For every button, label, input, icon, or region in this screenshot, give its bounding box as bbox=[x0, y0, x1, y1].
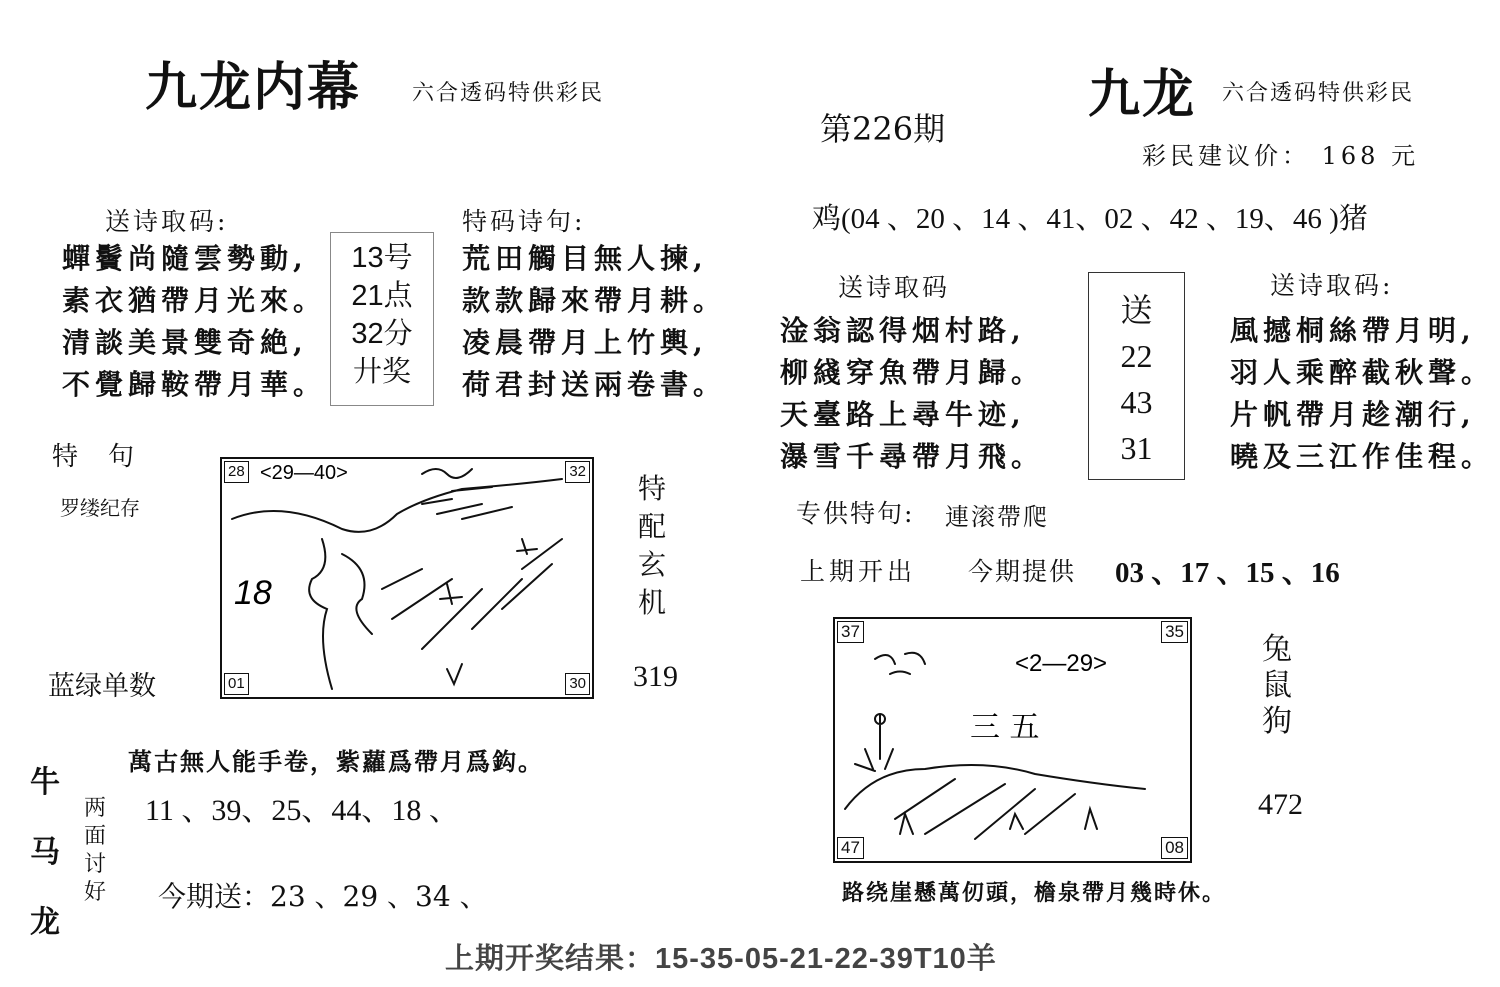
code-line: 送 bbox=[1120, 292, 1153, 328]
right-special-text: 連滚帶爬 bbox=[945, 503, 1049, 531]
issue-number: 第226期 bbox=[820, 110, 946, 148]
left-side-number: 319 bbox=[633, 660, 678, 693]
corner-number: 01 bbox=[224, 673, 249, 695]
right-poem-header: 送诗取码 bbox=[838, 273, 951, 302]
right-sketch bbox=[835, 619, 1190, 861]
code-line: 21点 bbox=[351, 280, 413, 312]
poem-line: 風撼桐絲帶月明, bbox=[1230, 314, 1476, 347]
vert-char: 两 bbox=[84, 796, 107, 821]
sketch-stroke bbox=[845, 765, 1145, 809]
left-send-line: 今期送：23 、29 、34 、 bbox=[158, 880, 488, 913]
right-special-label: 专供特句: bbox=[796, 499, 915, 528]
left-special-poem bbox=[462, 238, 726, 406]
poem-line: 蟬鬢尚隨雲勢動, bbox=[62, 242, 308, 275]
sketch-stroke bbox=[422, 469, 472, 478]
both-sides-vertical bbox=[84, 795, 106, 907]
right-poem-2 bbox=[1230, 310, 1494, 478]
offer-numbers: 03 、17 、15 、16 bbox=[1115, 557, 1340, 589]
poem-line: 荷君封送兩卷書。 bbox=[462, 368, 727, 401]
side-char: 鼠 bbox=[1262, 668, 1292, 703]
left-zodiac-vertical bbox=[30, 748, 60, 958]
poem-line: 款款歸來帶月耕。 bbox=[462, 284, 727, 317]
side-char: 兔 bbox=[1262, 632, 1292, 667]
side-char: 机 bbox=[638, 586, 667, 619]
zodiac-char: 牛 bbox=[30, 765, 60, 800]
right-side-number: 472 bbox=[1258, 788, 1303, 821]
corner-number: 47 bbox=[837, 837, 864, 859]
sketch-stroke bbox=[875, 653, 925, 674]
left-special-text: 罗缕纪存 bbox=[60, 496, 140, 520]
vert-char: 好 bbox=[84, 880, 107, 905]
corner-number: 08 bbox=[1161, 837, 1188, 859]
left-verse: 萬古無人能手卷，紫蘿爲帶月爲鈎。 bbox=[128, 747, 544, 776]
code-line: 13号 bbox=[351, 242, 413, 274]
code-line: 廾奖 bbox=[352, 356, 411, 388]
sketch-stroke bbox=[232, 479, 562, 532]
side-char: 特 bbox=[638, 472, 667, 505]
sketch-stroke bbox=[309, 539, 332, 689]
zodiac-char: 龙 bbox=[30, 905, 60, 940]
sketch-stroke bbox=[517, 539, 537, 554]
sketch-stroke bbox=[895, 779, 1075, 839]
last-result-footer: 上期开奖结果：15-35-05-21-22-39T10羊 bbox=[445, 943, 997, 975]
left-side-vertical bbox=[638, 470, 666, 622]
sketch-stroke bbox=[440, 584, 462, 604]
code-line: 31 bbox=[1120, 430, 1153, 466]
sketch-label: 18 bbox=[234, 574, 272, 612]
side-char: 配 bbox=[638, 510, 667, 543]
vert-char: 面 bbox=[84, 824, 107, 849]
poem-line: 片帆帶月趁潮行, bbox=[1230, 398, 1476, 431]
corner-number: 30 bbox=[565, 673, 590, 695]
right-title: 九龙 bbox=[1088, 64, 1197, 125]
poem-line: 不覺歸鞍帶月華。 bbox=[62, 368, 327, 401]
left-numbers-line: 11 、39、25、44、18 、 bbox=[145, 794, 459, 827]
vert-char: 讨 bbox=[84, 852, 107, 877]
left-sketch-frame bbox=[220, 457, 594, 699]
left-sketch bbox=[222, 459, 592, 697]
sketch-stroke bbox=[875, 714, 885, 759]
left-poem bbox=[62, 238, 326, 406]
poem-line: 羽人乘醉截秋聲。 bbox=[1230, 356, 1495, 389]
sketch-label: 三 五 bbox=[970, 710, 1040, 745]
poem-line: 柳綫穿魚帶月歸。 bbox=[780, 356, 1045, 389]
left-special-poem-header: 特码诗句: bbox=[462, 207, 586, 236]
left-subtitle: 六合透码特供彩民 bbox=[412, 81, 605, 106]
poem-line: 凌晨帶月上竹輿, bbox=[462, 326, 708, 359]
left-color-label: 蓝绿单数 bbox=[48, 671, 156, 702]
offer-label: 今期提供 bbox=[968, 557, 1077, 586]
left-code-box bbox=[330, 232, 434, 406]
code-line: 32分 bbox=[351, 318, 413, 350]
code-line: 22 bbox=[1120, 338, 1153, 374]
poem-line: 瀑雪千尋帶月飛。 bbox=[780, 440, 1045, 473]
zodiac-number-line: 鸡(04 、20 、14 、41、02 、42 、19、46 )猪 bbox=[812, 203, 1368, 235]
right-poem-header-2: 送诗取码: bbox=[1270, 271, 1394, 300]
poem-line: 曉及三江作佳程。 bbox=[1230, 440, 1495, 473]
right-verse: 路绕崖懸萬仞頭，檐泉帶月幾時休。 bbox=[842, 880, 1227, 906]
side-char: 狗 bbox=[1262, 704, 1292, 739]
corner-number: 37 bbox=[837, 621, 864, 643]
right-subtitle: 六合透码特供彩民 bbox=[1222, 81, 1415, 106]
corner-number: 28 bbox=[224, 461, 249, 483]
right-code-box bbox=[1088, 272, 1185, 480]
left-poem-header: 送诗取码: bbox=[105, 207, 229, 236]
right-side-vertical bbox=[1262, 632, 1292, 740]
poem-line: 素衣猶帶月光來。 bbox=[62, 284, 327, 317]
left-title: 九龙内幕 bbox=[145, 57, 362, 118]
corner-number: 35 bbox=[1161, 621, 1188, 643]
poem-line: 淦翁認得烟村路, bbox=[780, 314, 1026, 347]
sketch-label: <2—29> bbox=[1015, 650, 1108, 677]
code-line: 43 bbox=[1120, 384, 1153, 420]
poem-line: 天臺路上尋牛迹, bbox=[780, 398, 1026, 431]
sketch-stroke bbox=[447, 664, 462, 684]
poem-line: 清談美景雙奇絶, bbox=[62, 326, 308, 359]
poem-line: 荒田觸目無人揀, bbox=[462, 242, 708, 275]
corner-number: 32 bbox=[565, 461, 590, 483]
sketch-stroke bbox=[382, 539, 562, 649]
last-issue-label: 上期开出 bbox=[800, 557, 917, 586]
right-sketch-frame bbox=[833, 617, 1192, 863]
sketch-stroke bbox=[422, 487, 512, 519]
price: 彩民建议价： 168 元 bbox=[1142, 142, 1420, 170]
sketch-stroke bbox=[342, 554, 372, 634]
zodiac-char: 马 bbox=[30, 835, 60, 870]
side-char: 玄 bbox=[638, 548, 667, 581]
sketch-stroke bbox=[855, 749, 893, 771]
left-special-label: 特 句 bbox=[52, 442, 137, 472]
sketch-label: <29—40> bbox=[260, 462, 348, 484]
right-poem bbox=[780, 310, 1044, 478]
